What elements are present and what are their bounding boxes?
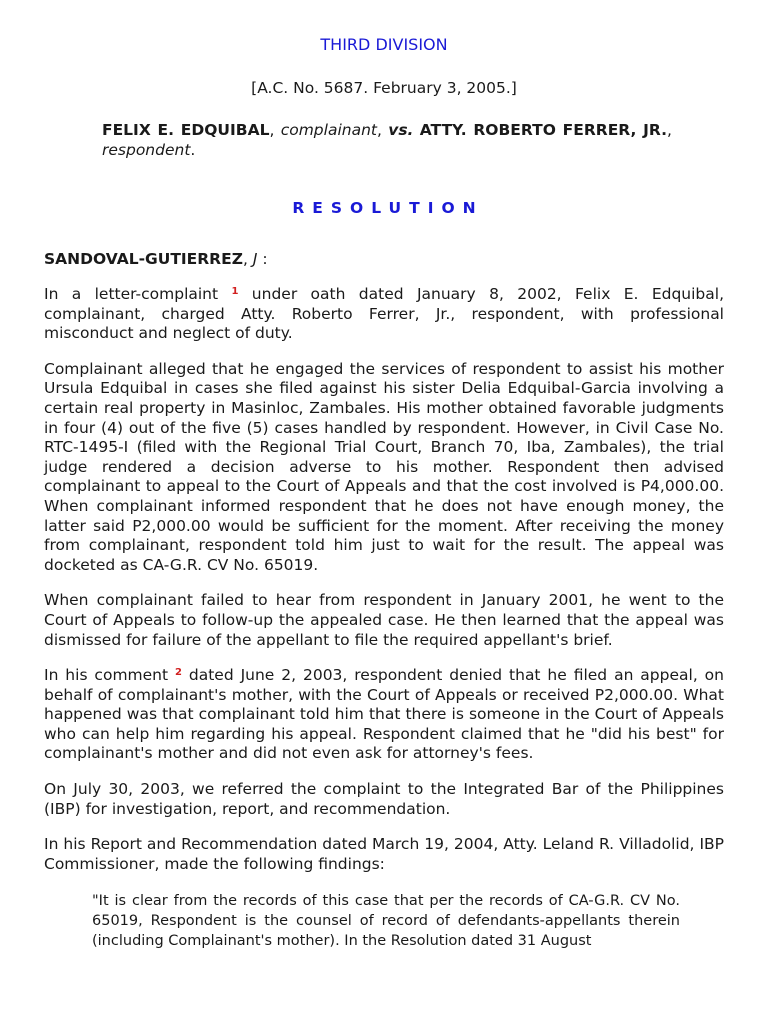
document-page — [44, 34, 724, 951]
respondent-role: respondent — [102, 141, 191, 159]
case-number: [A.C. No. 5687. February 3, 2005.] — [251, 79, 517, 97]
paragraph-3: When complainant failed to hear from respondent in January 2001, he went to the Court of Appeals to follow-up the appealed case. He then learned that the appeal was dismissed for failure of the appellant to file the required appellant's brief. — [44, 591, 724, 649]
ponente-line: SANDOVAL-GUTIERREZ, J : — [44, 250, 268, 268]
paragraph-4-text-a: In his comment — [44, 666, 169, 685]
paragraph-2: Complainant alleged that he engaged the services of respondent to assist his mother Ursula Edquibal in cases she filed against his sister Delia Edquibal-Garcia involving a certain real property in Masinloc, Zambales. His mother obtained favorable judgments in four (4) out of the five (5) cases handled by respondent. However, in Civil Case No. RTC-1495-I (filed with the Regional Trial Court, Branch 70, Iba, Zambales), the trial judge rendered a decision adverse to his mother. Respondent then advised complainant to appeal to the Court of Appeals and that the cost involved is P4,000.00. When complainant informed respondent that he does not have enough money, the latter said P2,000.00 would be sufficient for the moment. After receiving the money from complainant, respondent told him just to wait for the result. The appeal was docketed as CA-G.R. CV No. 65019. — [44, 359, 724, 574]
footnote-2-link[interactable]: 2 — [175, 667, 182, 679]
complainant-name: FELIX E. EDQUIBAL — [102, 121, 270, 139]
paragraph-4-text-b: dated June 2, 2003, respondent denied that he filed an appeal, on behalf of complainant's mother, with the Court of Appeals or received P2,000.00. What happened was that complainant told him that there is someone in the Court of Appeals who can help him regarding his appeal. Respondent claimed that he "did his best" for complainant's mother and did not even ask for attorney's fees. — [44, 666, 724, 763]
resolution-title: RESOLUTION — [292, 199, 484, 217]
paragraph-4 — [44, 666, 724, 764]
complainant-role: complainant — [280, 121, 377, 139]
case-parties: FELIX E. EDQUIBAL, complainant, vs. ATTY. ROBERTO FERRER, JR., respondent. — [102, 121, 672, 159]
ponente-name: SANDOVAL-GUTIERREZ — [44, 250, 243, 268]
ponente-colon: : — [257, 250, 268, 268]
paragraph-6: In his Report and Recommendation dated March 19, 2004, Atty. Leland R. Villadolid, IBP Commissioner, made the following findings: — [44, 835, 724, 873]
ponente-suffix: J — [252, 250, 258, 268]
division-heading: THIRD DIVISION — [320, 35, 448, 54]
paragraph-1 — [44, 285, 724, 344]
paragraph-1-text-a: In a letter-complaint — [44, 285, 219, 303]
versus-label: vs. — [388, 121, 414, 139]
block-quote: "It is clear from the records of this case that per the records of CA-G.R. CV No. 65019, Respondent is the counsel of record of defendants-appellants therein (including Complainant's mother). In the Resolution dated 31 August — [92, 893, 680, 949]
footnote-1-link[interactable]: 1 — [231, 286, 239, 297]
respondent-name: ATTY. ROBERTO FERRER, JR. — [419, 121, 668, 139]
paragraph-1-text-b: under oath dated January 8, 2002, Felix E. Edquibal, complainant, charged Atty. Roberto Ferrer, Jr., respondent, with professional misconduct and neglect of duty. — [44, 285, 724, 343]
paragraph-5: On July 30, 2003, we referred the complaint to the Integrated Bar of the Philippines (IBP) for investigation, report, and recommendation. — [44, 780, 724, 818]
